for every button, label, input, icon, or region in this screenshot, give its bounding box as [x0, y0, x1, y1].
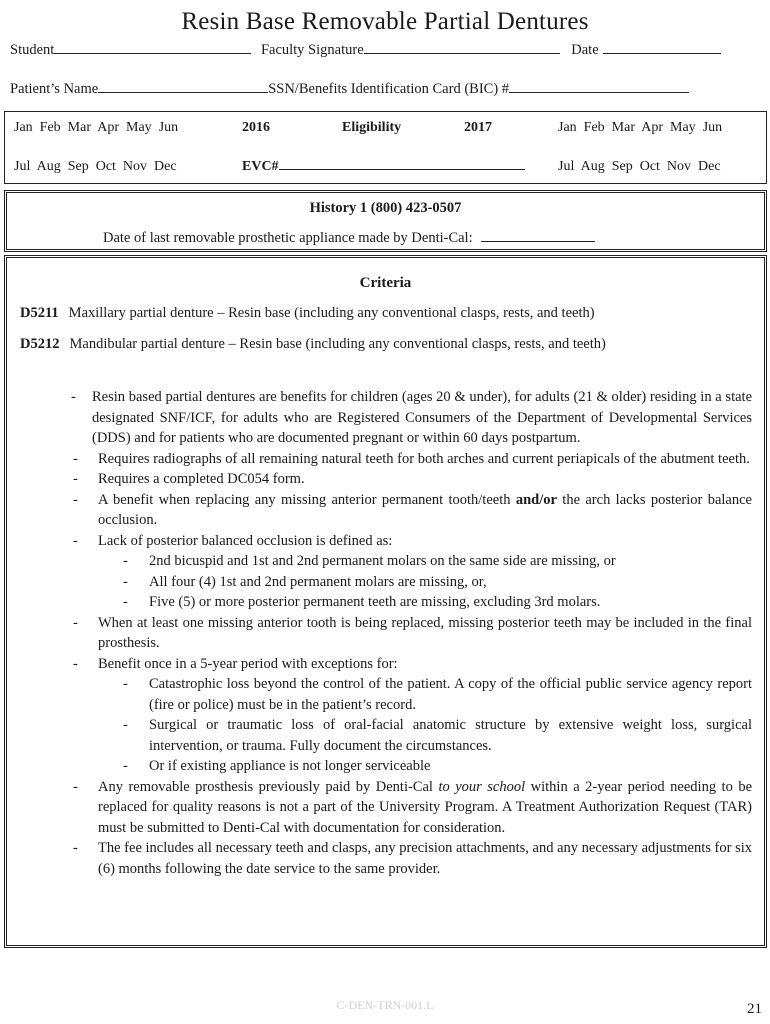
list-item: - Requires radiographs of all remaining natural teeth for both arches and current periapicals of the abutment teeth. [73, 450, 750, 467]
list-item: - When at least one missing anterior tooth is being replaced, missing posterior teeth may be included in the final prosthesis. [73, 614, 752, 651]
sub-item-text: Catastrophic loss beyond the control of the patient. A copy of the official public service agency report (fire or police) must be in the patient’s record. [149, 676, 752, 713]
month-jun[interactable]: Jun [158, 120, 179, 135]
month-jul[interactable]: Jul [558, 159, 575, 174]
months-row2-left [14, 158, 177, 176]
list-item-text: the arch lacks posterior balance occlusion. [98, 491, 752, 528]
month-jan[interactable]: Jan [14, 120, 33, 135]
criteria-box [4, 255, 767, 948]
sub-list-item: - 2nd bicuspid and 1st and 2nd permanent molars on the same side are missing, or [123, 553, 616, 569]
list-item: - Any removable prosthesis previously paid by Denti-Cal to your school within a 2-year period needing to be replaced for quality reasons is not a part of the University Program. A Treatment Authorization Request (TAR) must be submitted to Denti-Cal with documentation for consideration. [73, 778, 753, 836]
sub-item-text: All four (4) 1st and 2nd permanent molars are missing, or, [149, 573, 487, 590]
month-aug[interactable]: Aug [36, 159, 61, 174]
faculty-label: Faculty Signature [260, 42, 364, 58]
evc-label: EVC# [242, 159, 279, 174]
month-apr[interactable]: Apr [641, 120, 664, 135]
sub-list-item: - Surgical or traumatic loss of oral-facial anatomic structure by extensive weight loss, surgical intervention, or trauma. Fully document the circumstances. [123, 717, 752, 754]
month-feb[interactable]: Feb [583, 120, 605, 135]
list-item: - Resin based partial dentures are benefits for children (ages 20 & under), for adults (21 & older) residing in a state designated SNF/ICF, for adults who are Registered Consumers of the Department of Developmental Services (DDS) and for patients who are documented pregnant or within 60 days postpartum. [71, 389, 752, 446]
evc-row [242, 158, 525, 176]
date-label: Date [571, 42, 599, 58]
page-number: 21 [747, 1001, 762, 1017]
month-oct[interactable]: Oct [95, 159, 116, 174]
sub-item-text: Or if existing appliance is not longer serviceable [149, 758, 431, 774]
list-item-text: Benefit once in a 5-year period with exceptions for: [98, 655, 398, 672]
month-dec[interactable]: Dec [698, 159, 721, 174]
list-item-text: Resin based partial dentures are benefits for children (ages 20 & under), for adults (21 & older) residing in a state designated SNF/ICF, for adults who are Registered Consumers of the Department of Developmental Services (DDS) and for patients who are documented pregnant or within 60 days postpartum. [92, 389, 752, 446]
last-appliance-date-field[interactable] [481, 229, 595, 242]
code-row-d5212 [20, 335, 606, 353]
history-title: History 1 (800) 423-0507 [309, 200, 462, 216]
ssn-label: SSN/Benefits Identification Card (BIC) # [268, 81, 510, 97]
procedure-code: D5212 [20, 336, 60, 352]
sub-item-text: Surgical or traumatic loss of oral-facial anatomic structure by extensive weight loss, surgical intervention, or trauma. Fully document the circumstances. [149, 717, 752, 754]
date-field[interactable] [603, 41, 721, 54]
eligibility-box [4, 111, 767, 184]
month-nov[interactable]: Nov [122, 159, 148, 174]
sub-list-item: - Or if existing appliance is not longer serviceable [123, 758, 431, 774]
list-item: - A benefit when replacing any missing anterior permanent tooth/teeth and/or the arch lacks posterior balance occlusion. [73, 491, 752, 528]
month-oct[interactable]: Oct [639, 159, 660, 174]
criteria-title: Criteria [359, 275, 412, 291]
months-row1-right [558, 119, 722, 137]
history-box [4, 190, 767, 252]
month-mar[interactable]: Mar [611, 120, 635, 135]
procedure-description: Maxillary partial denture – Resin base (including any conventional clasps, rests, and teeth) [68, 305, 595, 321]
criteria-list [7, 387, 764, 879]
list-item-text: A benefit when replacing any missing anterior permanent tooth/teeth [98, 491, 516, 508]
patient-name-label: Patient’s Name [10, 81, 99, 97]
sub-list-item: - Catastrophic loss beyond the control of the patient. A copy of the official public service agency report (fire or police) must be in the patient’s record. [123, 676, 752, 713]
list-item-text: within a 2-year period needing to be replaced for quality reasons is not a part of the University Program. A Treatment Authorization Request (TAR) must be submitted to Denti-Cal with documentation for consideration. [98, 778, 753, 836]
student-label: Student [10, 42, 55, 58]
month-nov[interactable]: Nov [666, 159, 692, 174]
list-item-text: Requires a completed DC054 form. [98, 471, 305, 487]
list-item-text: Any removable prosthesis previously paid by Denti-Cal [98, 778, 439, 795]
months-row2-right [558, 158, 721, 176]
sub-list-item: - All four (4) 1st and 2nd permanent molars are missing, or, [123, 573, 487, 590]
month-jun[interactable]: Jun [702, 120, 723, 135]
student-field[interactable] [54, 41, 251, 54]
month-jan[interactable]: Jan [558, 120, 577, 135]
student-row [10, 41, 755, 59]
month-apr[interactable]: Apr [97, 120, 120, 135]
list-item-text: The fee includes all necessary teeth and clasps, any precision attachments, and any necessary adjustments for six (6) months following the date service to the same provider. [98, 840, 752, 877]
list-item: - The fee includes all necessary teeth and clasps, any precision attachments, and any necessary adjustments for six (6) months following the date service to the same provider. [73, 840, 752, 877]
year-2016: 2016 [242, 120, 270, 135]
history-subtitle-row [103, 229, 595, 247]
emphasis-text: to your school [438, 778, 526, 795]
list-item: - Lack of posterior balanced occlusion is defined as: [73, 532, 393, 549]
eligibility-label: Eligibility [342, 120, 402, 135]
history-subtitle: Date of last removable prosthetic appliance made by Denti-Cal: [103, 230, 473, 246]
month-feb[interactable]: Feb [39, 120, 61, 135]
ssn-field[interactable] [509, 80, 689, 93]
faculty-signature-field[interactable] [364, 41, 560, 54]
document-code: C-DEN-TRN-001.L [336, 998, 434, 1012]
list-item-text: When at least one missing anterior tooth is being replaced, missing posterior teeth may be included in the final prosthesis. [98, 614, 752, 651]
year-2017: 2017 [464, 120, 492, 135]
month-may[interactable]: May [670, 120, 696, 135]
month-dec[interactable]: Dec [154, 159, 177, 174]
evc-field[interactable] [279, 158, 525, 170]
emphasis-text: and/or [515, 491, 557, 508]
month-may[interactable]: May [126, 120, 152, 135]
months-row1-left [14, 119, 178, 137]
month-jul[interactable]: Jul [14, 159, 31, 174]
patient-row [10, 80, 755, 98]
list-item-text: Lack of posterior balanced occlusion is defined as: [98, 532, 393, 549]
sub-item-text: Five (5) or more posterior permanent teeth are missing, excluding 3rd molars. [149, 594, 601, 610]
month-sep[interactable]: Sep [611, 159, 633, 174]
list-item-text: Requires radiographs of all remaining natural teeth for both arches and current periapicals of the abutment teeth. [98, 450, 750, 467]
list-item: - Requires a completed DC054 form. [73, 471, 305, 487]
procedure-code: D5211 [20, 305, 59, 321]
patient-name-field[interactable] [98, 80, 268, 93]
month-aug[interactable]: Aug [580, 159, 605, 174]
sub-item-text: 2nd bicuspid and 1st and 2nd permanent molars on the same side are missing, or [149, 553, 616, 569]
month-mar[interactable]: Mar [67, 120, 91, 135]
list-item: - Benefit once in a 5-year period with exceptions for: [73, 655, 398, 672]
page-title: Resin Base Removable Partial Dentures [181, 8, 589, 35]
month-sep[interactable]: Sep [67, 159, 89, 174]
procedure-description: Mandibular partial denture – Resin base (including any conventional clasps, rests, and teeth) [69, 336, 606, 352]
sub-list-item: - Five (5) or more posterior permanent teeth are missing, excluding 3rd molars. [123, 594, 601, 610]
code-row-d5211 [20, 304, 595, 322]
